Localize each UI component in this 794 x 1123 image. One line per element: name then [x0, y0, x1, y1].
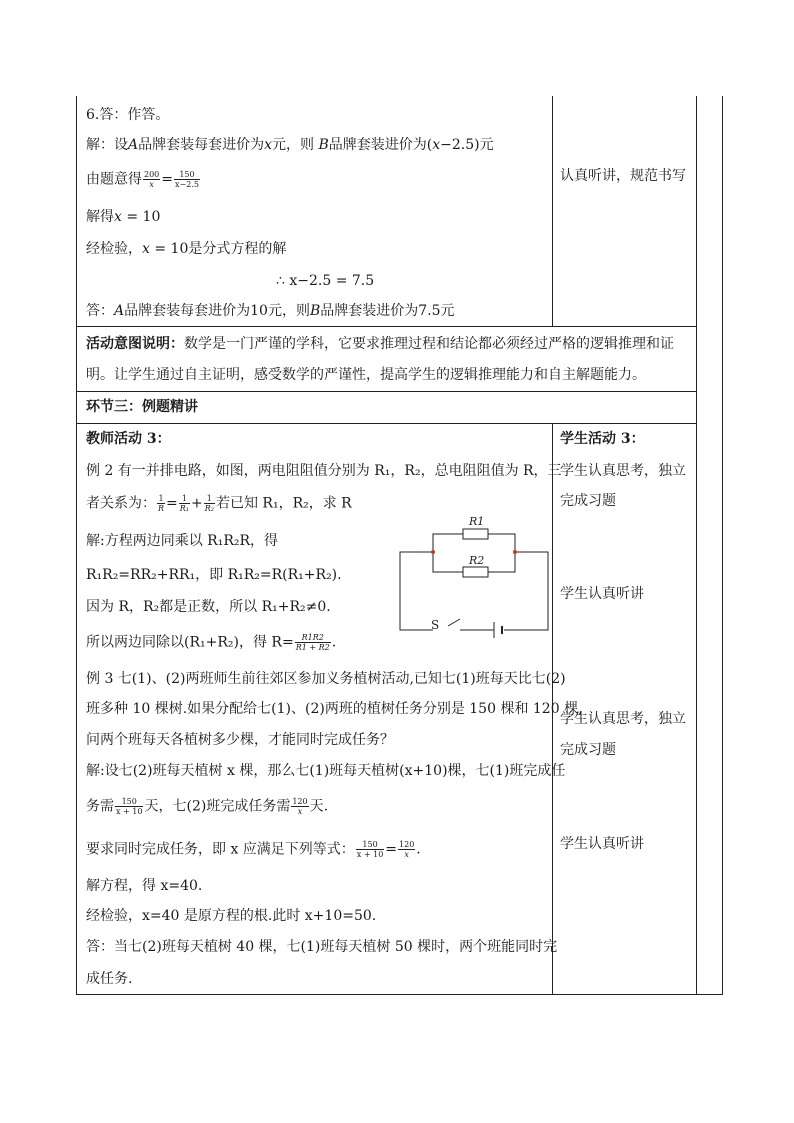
student-activity-4: 学生认真听讲	[560, 836, 644, 852]
answer-6-line-4: 经检验，x = 10是分式方程的解	[86, 241, 287, 257]
example-2-line-1: 例 2 有一并排电路，如图，两电阻阻值分别为 R₁，R₂，总电阻阻值为 R，三	[86, 463, 562, 479]
example-3-line-4: 解:设七(2)班每天植树 x 棵，那么七(1)班每天植树(x+10)棵，七(1)班完成任	[86, 763, 566, 779]
activity-intent-label: 活动意图说明：	[86, 336, 184, 352]
example-3-line-3: 问两个班每天各植树多少棵，才能同时完成任务？	[86, 732, 394, 748]
teacher-activity-title: 教师活动 3：	[86, 431, 171, 447]
row-divider	[76, 423, 696, 424]
student-activity-1-line-1: 学生认真思考，独立	[560, 463, 686, 479]
student-activity-2: 学生认真听讲	[560, 586, 644, 602]
activity-intent-line-1: 活动意图说明：数学是一门严谨的学科，它要求推理过程和结论都必须经过严格的逻辑推理和证	[86, 336, 674, 352]
example-2-line-4: R₁R₂=RR₂+RR₁，即 R₁R₂=R(R₁+R₂).	[86, 567, 342, 583]
step-3-title: 环节三：例题精讲	[86, 399, 198, 415]
student-activity-title: 学生活动 3：	[560, 431, 645, 447]
switch-label: S	[431, 618, 440, 632]
table-bottom-border	[76, 994, 722, 995]
example-3-line-6: 要求同时完成任务，即 x 应满足下列等式： $\frac{150}{x + 10}$ = $\frac{120}{x}$ .	[86, 840, 421, 859]
circuit-node-right	[513, 550, 517, 554]
example-2-line-2: 者关系为： $\frac{1}{R}$ = $\frac{1}{\text{R₁}}$ + $\frac{1}{\text{R₂}}$ 若已知 R₁，R₂，求 R	[86, 494, 352, 513]
example-3-line-10: 成任务.	[86, 971, 133, 987]
student-activity-3-line-1: 学生认真思考，独立	[560, 711, 686, 727]
example-2-line-6: 所以两边同除以(R₁+R₂)，得 R= $\frac{R1R2}{R1 + R2}$ .	[86, 633, 337, 652]
example-3-line-2: 班多种 10 棵树.如果分配给七(1)、(2)两班的植树任务分别是 150 棵和 120 棵,	[86, 701, 583, 717]
example-3-line-5: 务需 $\frac{150}{x + 10}$ 天，七(2)班完成任务需 $\frac{120}{x}$ 天.	[86, 797, 329, 816]
answer-6-line-5: ∴ x−2.5 = 7.5	[276, 273, 375, 289]
resistor-r1-label: R1	[469, 515, 485, 528]
row-divider	[76, 391, 696, 392]
answer-6-line-1: 解：设A品牌套装每套进价为x元，则 B品牌套装进价为(x−2.5)元	[86, 137, 494, 153]
example-2-line-5: 因为 R，R₂都是正数，所以 R₁+R₂≠0.	[86, 599, 331, 615]
student-note-6: 认真听讲，规范书写	[560, 168, 686, 184]
example-3-line-1: 例 3 七(1)、(2)两班师生前往郊区参加义务植树活动,已知七(1)班每天比七(2)	[86, 671, 566, 687]
circuit-node-left	[431, 550, 435, 554]
table-right-outer-border	[722, 96, 723, 995]
example-3-line-7: 解方程，得 x=40.	[86, 878, 203, 894]
answer-6-line-2: 由题意得 $\frac{200}{x}$ = $\frac{150}{x-2.5}$	[86, 170, 199, 189]
example-3-line-8: 经检验，x=40 是原方程的根.此时 x+10=50.	[86, 908, 377, 924]
row-divider	[76, 326, 696, 327]
activity-intent-line-2: 明。让学生通过自主证明，感受数学的严谨性，提高学生的逻辑推理能力和自主解题能力。	[86, 367, 646, 383]
answer-6-heading: 6.答：作答。	[86, 107, 170, 123]
table-column-divider	[552, 96, 553, 326]
table-right-inner-border	[696, 96, 697, 995]
answer-6-line-3: 解得x = 10	[86, 209, 161, 225]
parallel-circuit-diagram	[390, 508, 555, 638]
resistor-r2-label: R2	[469, 554, 485, 567]
student-activity-3-line-2: 完成习题	[560, 742, 616, 758]
example-3-line-9: 答：当七(2)班每天植树 40 棵，七(1)班每天植树 50 棵时，两个班能同时完	[86, 939, 558, 955]
table-left-border	[76, 96, 77, 995]
student-activity-1-line-2: 完成习题	[560, 493, 616, 509]
answer-6-line-6: 答：A品牌套装每套进价为10元，则B品牌套装进价为7.5元	[86, 303, 455, 319]
example-2-line-3: 解:方程两边同乘以 R₁R₂R，得	[86, 533, 279, 549]
